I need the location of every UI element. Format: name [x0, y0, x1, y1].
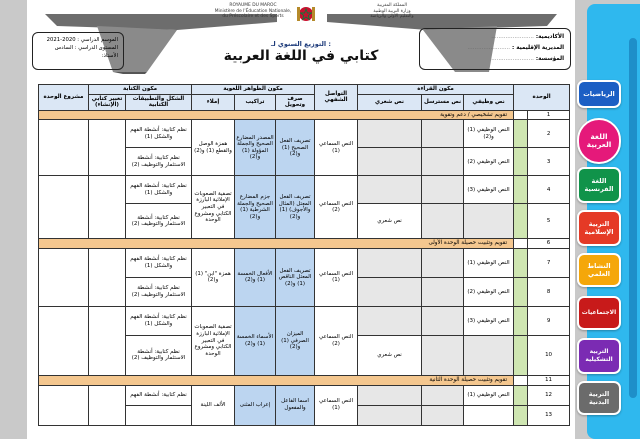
sidebar-item-arabic[interactable]: اللغة العربية	[577, 118, 621, 164]
sidebar-item-math[interactable]: الرياضيات	[577, 80, 621, 108]
table-row: نظم كتابية: أنشطة الفهم والشكل (1) تصفية الصعوبات الإملائية البارزة في التعبير الكتابي ومشروع الوحدة الأسماء الخمسة (1) و(2) الميزان الصرفي (1) و(2) النص السماعي (2) النص الوظيفي (3) 9	[39, 306, 570, 335]
table-row: تقويم تشخيصي / دعم وتقوية 1	[39, 110, 570, 120]
table-row: نظم كتابية: أنشطة الاستثمار والتوظيف (2) نص شعري 5	[39, 204, 570, 239]
table-row: نظم كتابية: أنشطة الفهم الألف اللينة إعراب المثنى اسما الفاعل والمفعول النص السماعي (1) النص الوظيفي (1) 12	[39, 385, 570, 405]
sidebar-item-french[interactable]: اللغة الفرنسية	[577, 167, 621, 203]
table-row: 13	[39, 405, 570, 425]
table-row: نظم كتابية: أنشطة الاستثمار والتوظيف (2) نص شعري 10	[39, 335, 570, 375]
sidebar-scroll-rail	[629, 38, 637, 398]
table-row: نظم كتابية: أنشطة الاستثمار والتوظيف (2) النص الوظيفي (2) 8	[39, 277, 570, 306]
document-subtitle: التوزيع السنوي لـ :	[270, 40, 332, 48]
reading-group-header: مكون القراءة	[358, 85, 514, 95]
table-row: تقويم وتثبيت حصيلة الوحدة الثانية 11	[39, 375, 570, 385]
ministry-french: ROYAUME DU MAROC Ministère de l'Éducation Nationale, du Préscolaire et des Sports	[214, 3, 292, 19]
phenomena-group-header: مكون الظواهر اللغوية	[192, 85, 315, 95]
oral-header: التواصل الشفهي	[315, 85, 358, 111]
table-row: نظم كتابية: أنشطة الفهم والشكل (1) همزة "ابن" (1) و(2) الأفعال الخمسة (1) و(2) تصريف الفعل المعتل الناقص (1) و(2) النص السماعي (1) النص الوظيفي (1) 7	[39, 248, 570, 277]
sidebar-item-islamic[interactable]: التربية الإسلامية	[577, 210, 621, 246]
project-header: مشروع الوحدة	[39, 85, 89, 111]
sidebar-item-art[interactable]: التربية التشكيلية	[577, 338, 621, 374]
ministry-arabic: المملكة المغربية وزارة التربية الوطنية والتعليم الأولي والرياضة	[370, 3, 414, 19]
document-title: كتابي في اللغة العربية	[223, 48, 379, 64]
table-header-groups	[39, 85, 570, 95]
table-row: نظم كتابية: أنشطة الفهم والشكل (1) همزة الوصل والقطع (1) و(2) المصدر المضارع الصحيح والجملة المؤولة (1) و(2) تصريف الفعل الصحيح (1) و(2) النص السماعي (1) النص الوظيفي (1) و(2) 2	[39, 120, 570, 148]
coat-of-arms-icon	[295, 4, 317, 24]
document-page	[27, 0, 575, 439]
unit-header: الوحدة	[514, 85, 570, 111]
school-year-box: الموسم الدراسي : 2020-2021 المستوى الدراسي : السادس الأستاذ:	[32, 32, 124, 70]
table-row: تقويم وتثبيت حصيلة الوحدة الأولى 6	[39, 239, 570, 249]
table-row: نظم كتابية: أنشطة الاستثمار والتوظيف (2) النص الوظيفي (2) 3	[39, 148, 570, 176]
table-header-columns: تعبير كتابي (الإنشاء) الشكل والتطبيقات الكتابية إملاء تراكيب صرف وتحويل نص شعري نص مسترسل نص وظيفي	[39, 94, 570, 110]
sidebar-item-science[interactable]: النشاط العلمي	[577, 253, 621, 287]
document-header	[27, 0, 575, 82]
subjects-sidebar	[575, 0, 640, 439]
writing-group-header: مكون الكتابة	[89, 85, 192, 95]
annual-distribution-table	[38, 84, 570, 426]
sidebar-item-pe[interactable]: التربية البدنية	[577, 381, 621, 415]
table-row: نظم كتابية: أنشطة الفهم والشكل (1) تصفية الصعوبات الإملائية البارزة في التعبير الكتابي ومشروع الوحدة جزم المضارع الصحيح والجملة الشرطية (1) و(2) تصريف الفعل المعتل (المثال والأجوف) (1) و(2) النص السماعي (2) النص الوظيفي (3) 4	[39, 176, 570, 204]
institution-box: الأكاديمية: ........................ المديرية الإقليمية : ........................ المؤسسة: ........................	[419, 28, 571, 70]
sidebar-item-social[interactable]: الاجتماعيات	[577, 296, 621, 330]
